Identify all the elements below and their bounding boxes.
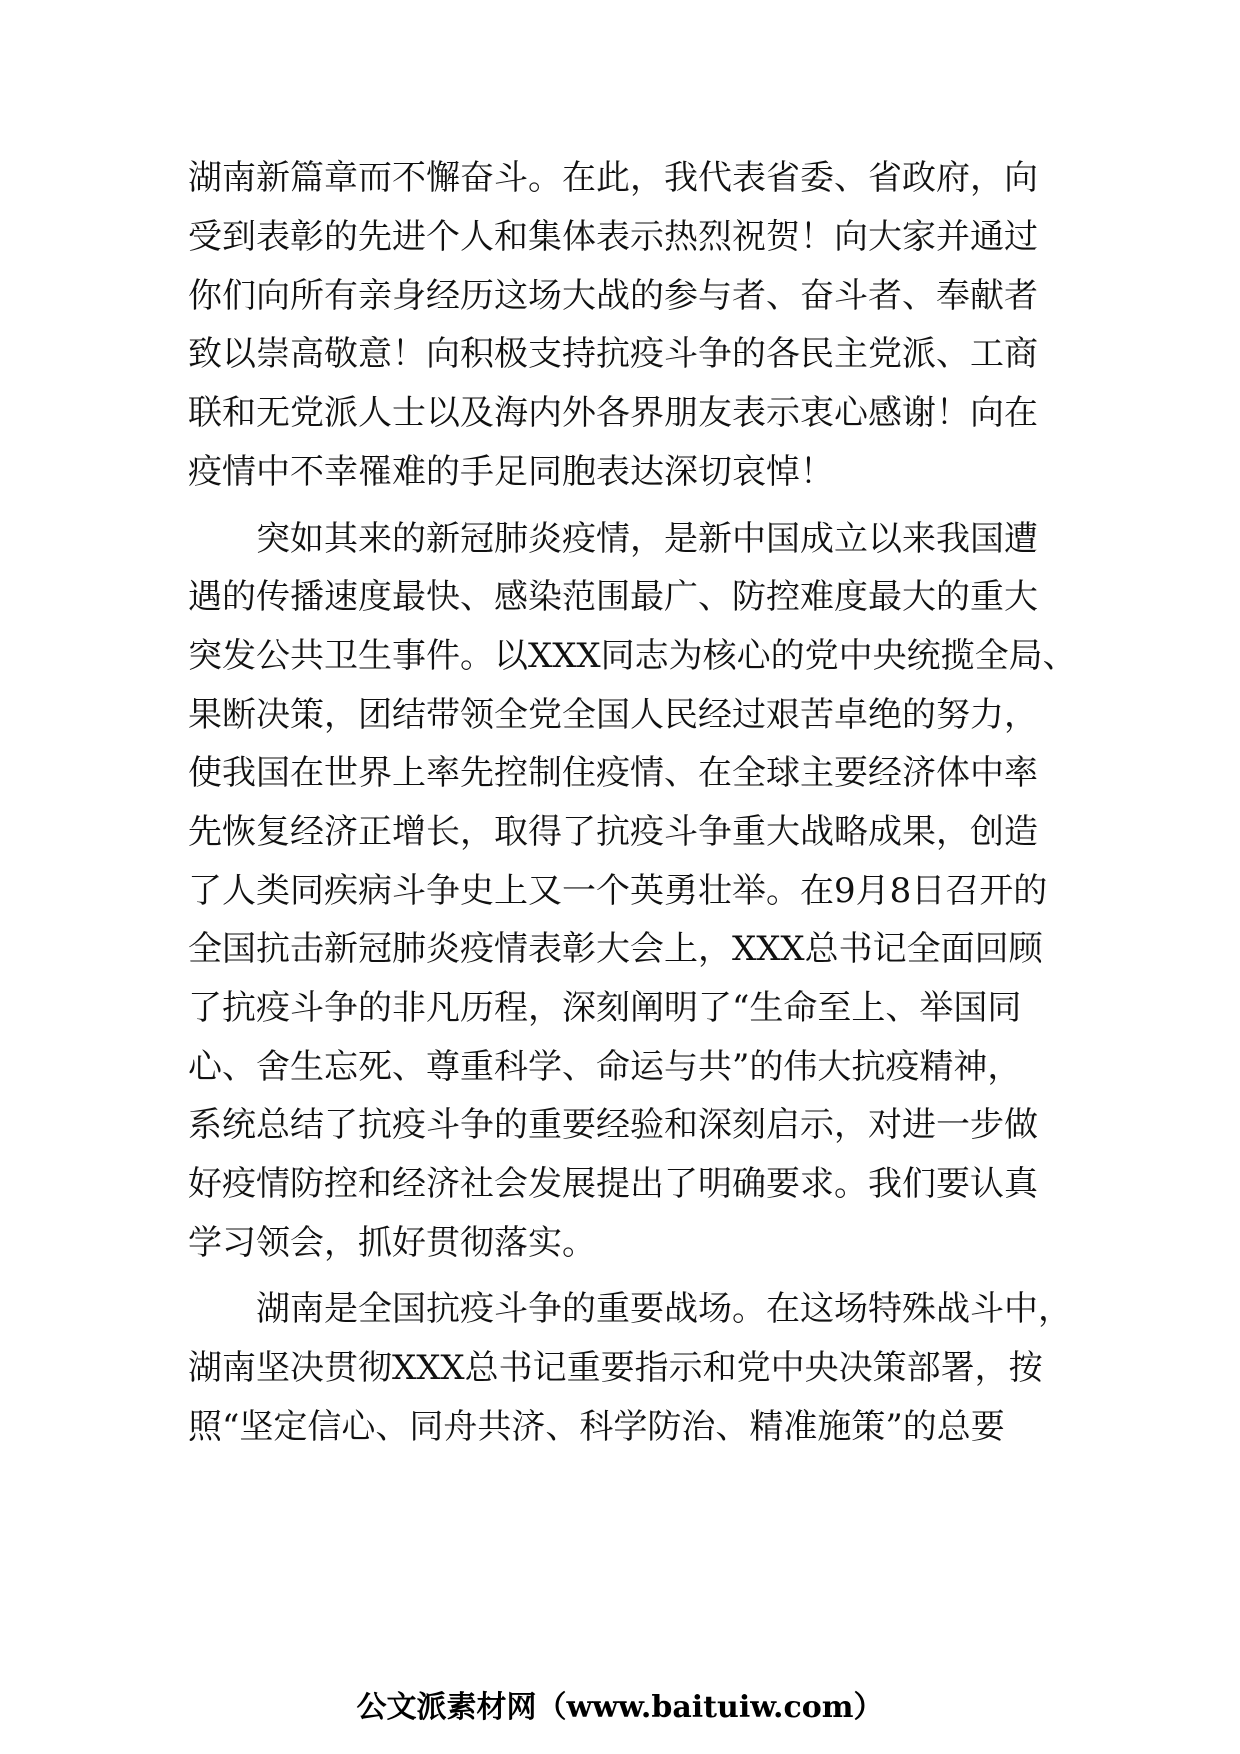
body-text-line: 果断决策，团结带领全党全国人民经过艰苦卓绝的努力，: [188, 695, 1038, 735]
body-text-line: 你们向所有亲身经历这场大战的参与者、奋斗者、奉献者: [188, 276, 1038, 316]
paragraph-first-line: 湖南是全国抗疫斗争的重要战场。在这场特殊战斗中，: [256, 1289, 1072, 1329]
body-text-line: 学习领会，抓好贯彻落实。: [188, 1223, 596, 1263]
body-text-line: 了人类同疾病斗争史上又一个英勇壮举。在9月8日召开的: [188, 871, 1048, 911]
body-text-line: 全国抗击新冠肺炎疫情表彰大会上，XXX总书记全面回顾: [188, 929, 1043, 969]
body-text-line: 突发公共卫生事件。以XXX同志为核心的党中央统揽全局、: [188, 636, 1077, 676]
body-text-line: 先恢复经济正增长，取得了抗疫斗争重大战略成果，创造: [188, 812, 1038, 852]
body-text-line: 使我国在世界上率先控制住疫情、在全球主要经济体中率: [188, 753, 1038, 793]
body-text-line: 好疫情防控和经济社会发展提出了明确要求。我们要认真: [188, 1164, 1038, 1204]
body-text-line: 湖南新篇章而不懈奋斗。在此，我代表省委、省政府，向: [188, 158, 1038, 198]
body-text-line: 系统总结了抗疫斗争的重要经验和深刻启示，对进一步做: [188, 1105, 1038, 1145]
body-text-line: 致以崇高敬意！向积极支持抗疫斗争的各民主党派、工商: [188, 334, 1038, 374]
body-text-line: 心、舍生忘死、尊重科学、命运与共”的伟大抗疫精神，: [188, 1047, 1022, 1087]
body-text-line: 疫情中不幸罹难的手足同胞表达深切哀悼！: [188, 452, 834, 492]
body-text-line: 联和无党派人士以及海内外各界朋友表示衷心感谢！向在: [188, 393, 1038, 433]
body-text-line: 湖南坚决贯彻XXX总书记重要指示和党中央决策部署，按: [188, 1348, 1043, 1388]
body-text-line: 照“坚定信心、同舟共济、科学防治、精准施策”的总要: [188, 1407, 1005, 1447]
paragraph-first-line: 突如其来的新冠肺炎疫情，是新中国成立以来我国遭: [256, 519, 1038, 559]
body-text-line: 遇的传播速度最快、感染范围最广、防控难度最大的重大: [188, 577, 1038, 617]
body-text-line: 了抗疫斗争的非凡历程，深刻阐明了“生命至上、举国同: [188, 988, 1022, 1028]
body-text-line: 受到表彰的先进个人和集体表示热烈祝贺！向大家并通过: [188, 217, 1038, 257]
footer-watermark: 公文派素材网（www.baituiw.com）: [356, 1690, 884, 1725]
